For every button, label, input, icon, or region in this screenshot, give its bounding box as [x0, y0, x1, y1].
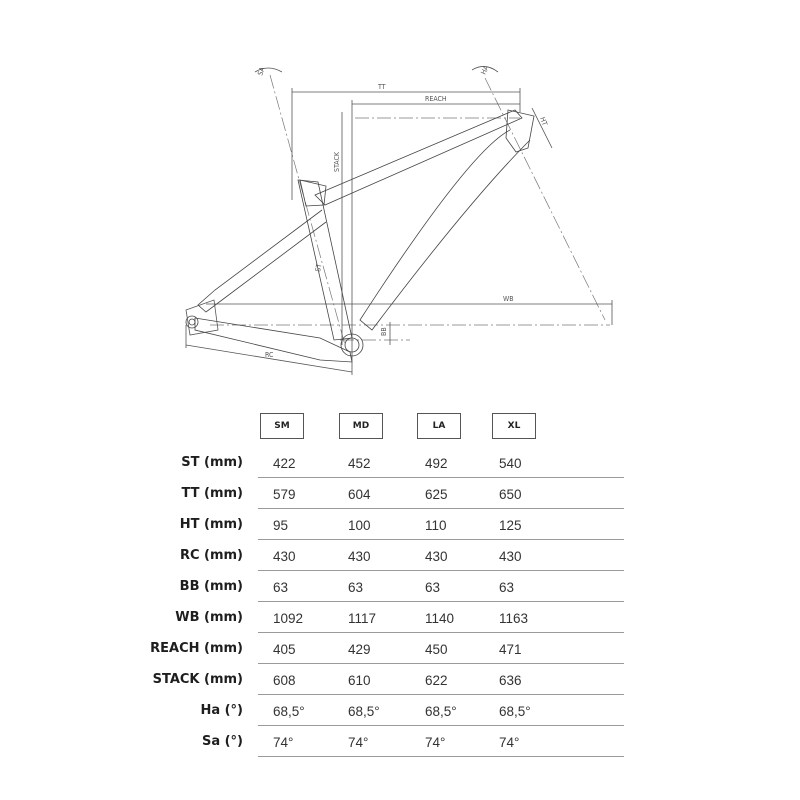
label-rc: RC: [265, 351, 274, 359]
table-row: [0, 664, 800, 695]
row-label: Ha (°): [200, 703, 243, 718]
cell-la: 1140: [425, 611, 455, 626]
cell-sm: 405: [273, 642, 296, 657]
cell-sm: 422: [273, 456, 296, 471]
label-ha: HA: [479, 64, 491, 76]
cell-xl: 74°: [499, 735, 520, 750]
row-divider: [258, 756, 624, 757]
geometry-table: [0, 405, 800, 785]
cell-md: 100: [348, 518, 371, 533]
size-header-xl: XL: [492, 413, 536, 439]
cell-sm: 74°: [273, 735, 294, 750]
cell-xl: 650: [499, 487, 522, 502]
cell-md: 68,5°: [348, 704, 380, 719]
cell-la: 450: [425, 642, 448, 657]
cell-sm: 430: [273, 549, 296, 564]
cell-md: 1117: [348, 611, 377, 626]
cell-la: 74°: [425, 735, 446, 750]
label-tt: TT: [378, 83, 386, 91]
size-header-md: MD: [339, 413, 383, 439]
cell-sm: 608: [273, 673, 296, 688]
row-label: WB (mm): [175, 610, 243, 625]
cell-la: 622: [425, 673, 448, 688]
cell-xl: 63: [499, 580, 515, 595]
cell-sm: 95: [273, 518, 289, 533]
label-bb: BB: [380, 327, 388, 336]
cell-sm: 63: [273, 580, 289, 595]
row-label: Sa (°): [201, 734, 243, 749]
size-header-la: LA: [417, 413, 461, 439]
table-row: [0, 571, 800, 602]
cell-md: 63: [348, 580, 364, 595]
row-label: ST (mm): [181, 455, 243, 470]
row-label: TT (mm): [181, 486, 243, 501]
table-row: [0, 726, 800, 757]
row-label: REACH (mm): [150, 641, 243, 656]
label-reach: REACH: [425, 95, 447, 103]
cell-la: 625: [425, 487, 448, 502]
cell-md: 430: [348, 549, 371, 564]
cell-la: 63: [425, 580, 441, 595]
table-row: [0, 447, 800, 478]
cell-md: 604: [348, 487, 371, 502]
cell-sm: 68,5°: [273, 704, 305, 719]
cell-xl: 125: [499, 518, 522, 533]
table-row: [0, 509, 800, 540]
cell-la: 430: [425, 549, 448, 564]
table-row: [0, 540, 800, 571]
cell-sm: 579: [273, 487, 296, 502]
cell-la: 492: [425, 456, 448, 471]
cell-sm: 1092: [273, 611, 304, 626]
cell-xl: 471: [499, 642, 522, 657]
row-label: HT (mm): [179, 517, 243, 532]
cell-xl: 636: [499, 673, 522, 688]
label-ht: HT: [538, 115, 549, 127]
size-header-sm: SM: [260, 413, 304, 439]
label-wb: WB: [503, 295, 514, 303]
cell-md: 429: [348, 642, 371, 657]
table-row: [0, 478, 800, 509]
row-label: BB (mm): [179, 579, 243, 594]
cell-xl: 430: [499, 549, 522, 564]
cell-md: 610: [348, 673, 371, 688]
table-row: [0, 695, 800, 726]
row-label: STACK (mm): [152, 672, 243, 687]
cell-la: 110: [425, 518, 447, 533]
row-label: RC (mm): [179, 548, 243, 563]
cell-xl: 1163: [499, 611, 529, 626]
table-row: [0, 633, 800, 664]
label-stack: STACK: [333, 151, 341, 172]
table-row: [0, 602, 800, 633]
label-st: ST: [314, 263, 324, 273]
cell-la: 68,5°: [425, 704, 457, 719]
cell-xl: 68,5°: [499, 704, 531, 719]
label-sa: SA: [256, 66, 267, 77]
cell-xl: 540: [499, 456, 522, 471]
cell-md: 74°: [348, 735, 369, 750]
cell-md: 452: [348, 456, 371, 471]
